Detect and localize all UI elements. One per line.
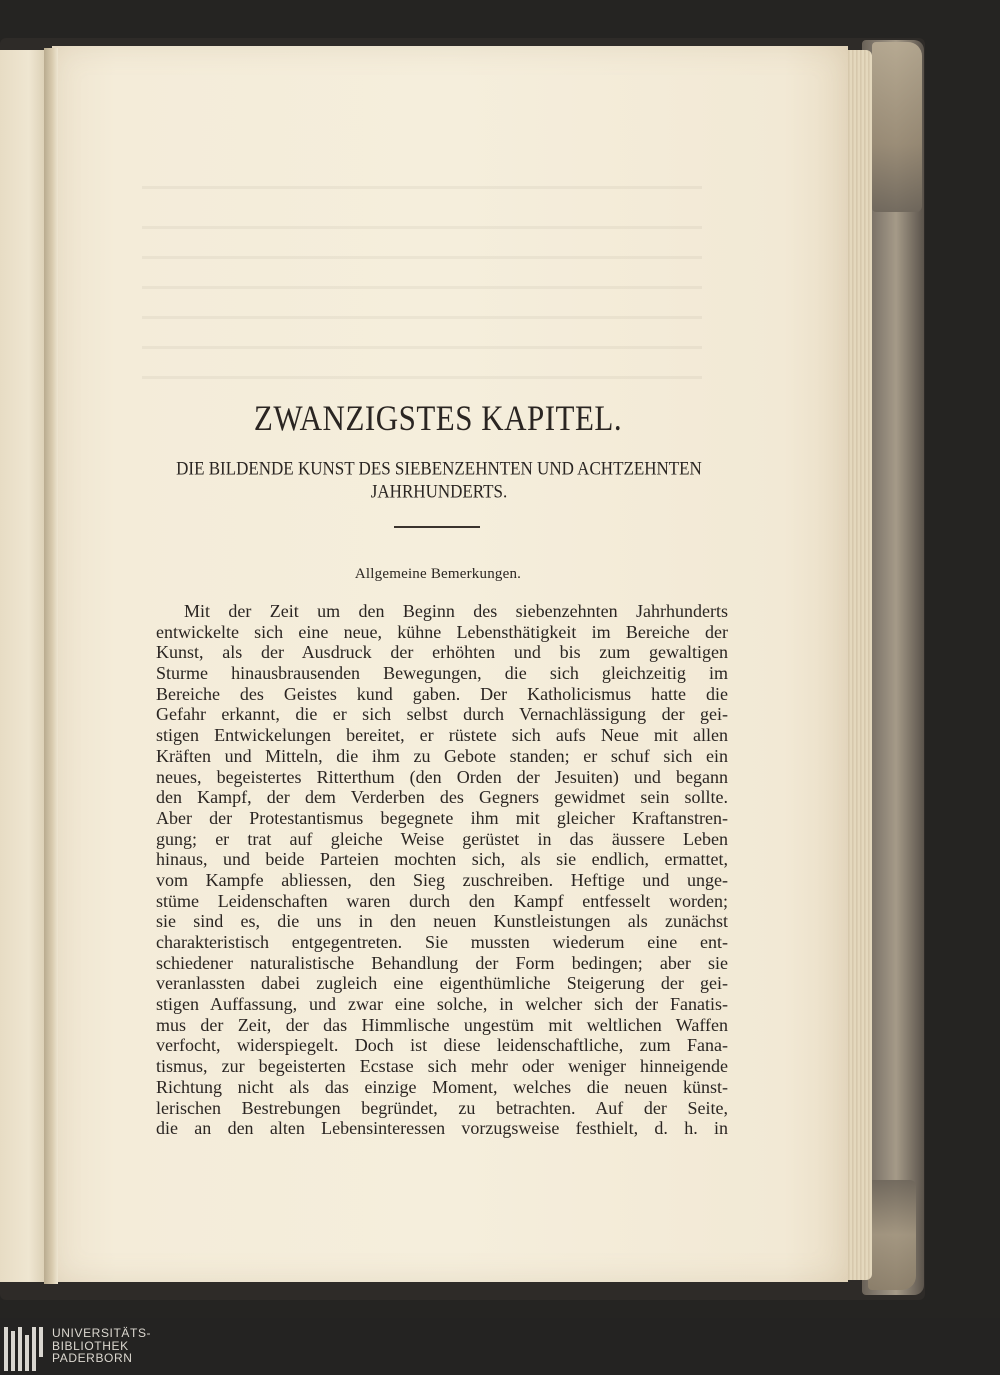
- body-line: Gefahr erkannt, die er sich selbst durch Vernachlässigung der gei-: [156, 704, 728, 725]
- library-footer: [0, 1318, 1000, 1375]
- body-line: Mit der Zeit um den Beginn des siebenzehnten Jahrhunderts: [184, 601, 728, 621]
- body-line: neues, begeistertes Ritterthum (den Orden der Jesuiten) und begann: [156, 766, 728, 787]
- chapter-title: ZWANZIGSTES KAPITEL.: [253, 398, 623, 439]
- bleed-through: [142, 186, 702, 189]
- body-line: stüme Leidenschaften waren durch den Kampf entfesselt worden;: [156, 890, 728, 911]
- worn-cover-corner-bottom: [868, 1180, 916, 1290]
- body-line: verfocht, widerspiegelt. Doch ist diese leidenschaftliche, zum Fana-: [156, 1035, 728, 1056]
- body-line: schiedener naturalistische Behandlung der Form bedingen; aber sie: [156, 952, 728, 973]
- logo-text-line: PADERBORN: [52, 1351, 133, 1365]
- bleed-through: [142, 316, 702, 319]
- body-line: Kräften und Mitteln, die ihm zu Gebote standen; er schuf sich ein: [156, 745, 728, 766]
- body-line: Richtung nicht als das einzige Moment, welches die neuen künst-: [156, 1076, 728, 1097]
- bleed-through: [142, 376, 702, 379]
- library-logo-icon: [4, 1327, 44, 1371]
- body-line: sie sind es, die uns in den neuen Kunstleistungen als zunächst: [156, 911, 728, 932]
- divider-rule: [394, 526, 480, 528]
- body-line: veranlassten dabei zugleich eine eigenthümliche Steigerung der gei-: [156, 973, 728, 994]
- library-logo-text: [52, 1327, 151, 1365]
- body-line: hinaus, und beide Parteien mochten sich, als sie endlich, ermattet,: [156, 849, 728, 870]
- body-line: die an den alten Lebensinteressen vorzugsweise festhielt, d. h. in: [156, 1118, 728, 1139]
- bleed-through: [142, 226, 702, 229]
- bleed-through: [142, 346, 702, 349]
- body-line: Bereiche des Geistes kund gaben. Der Katholicismus hatte die: [156, 683, 728, 704]
- left-page-edge: [0, 50, 48, 1282]
- body-line: tismus, zur begeisterten Ecstase sich mehr oder weniger hinneigende: [156, 1056, 728, 1077]
- section-heading: Allgemeine Bemerkungen.: [354, 566, 522, 582]
- body-line: Sturme hinausbrausenden Bewegungen, die sich gleichzeitig im: [156, 663, 728, 684]
- chapter-subtitle-line: JAHRHUNDERTS.: [370, 481, 508, 503]
- chapter-subtitle: [150, 457, 728, 503]
- logo-text-line: UNIVERSITÄTS-: [52, 1326, 152, 1340]
- worn-cover-corner-top: [872, 42, 922, 212]
- body-line: stigen Entwickelungen bereitet, er rüstete sich aufs Neue mit allen: [156, 725, 728, 746]
- logo-text-line: BIBLIOTHEK: [52, 1338, 129, 1353]
- body-line: stigen Auffassung, und zwar eine solche, in welcher sich der Fanatis-: [156, 994, 728, 1015]
- chapter-subtitle-line: DIE BILDENDE KUNST DES SIEBENZEHNTEN UND ACHTZEHNTEN: [176, 458, 702, 479]
- body-line: Aber der Protestantismus begegnete ihm mit gleicher Kraftanstren-: [156, 807, 728, 828]
- body-line: gung; er trat auf gleiche Weise gerüstet in das äussere Leben: [156, 828, 728, 849]
- body-text: [156, 601, 728, 1139]
- body-line: charakteristisch entgegentreten. Sie mussten wiederum eine ent-: [156, 932, 728, 952]
- page-gutter: [44, 48, 58, 1284]
- body-line: den Kampf, der dem Verderben des Gegners gewidmet sein sollte.: [156, 787, 728, 808]
- body-line: vom Kampfe abliessen, den Sieg zuschreiben. Heftige und unge-: [156, 869, 728, 890]
- body-line: Kunst, als der Ausdruck der erhöhten und bis zum gewaltigen: [156, 642, 728, 663]
- body-line: entwickelte sich eine neue, kühne Lebensthätigkeit im Bereiche der: [156, 621, 728, 642]
- bleed-through: [142, 286, 702, 289]
- body-line: lerischen Bestrebungen begründet, zu betrachten. Auf der Seite,: [156, 1097, 728, 1118]
- bleed-through: [142, 256, 702, 259]
- body-line: mus der Zeit, der das Himmlische ungestüm mit weltlichen Waffen: [156, 1014, 728, 1035]
